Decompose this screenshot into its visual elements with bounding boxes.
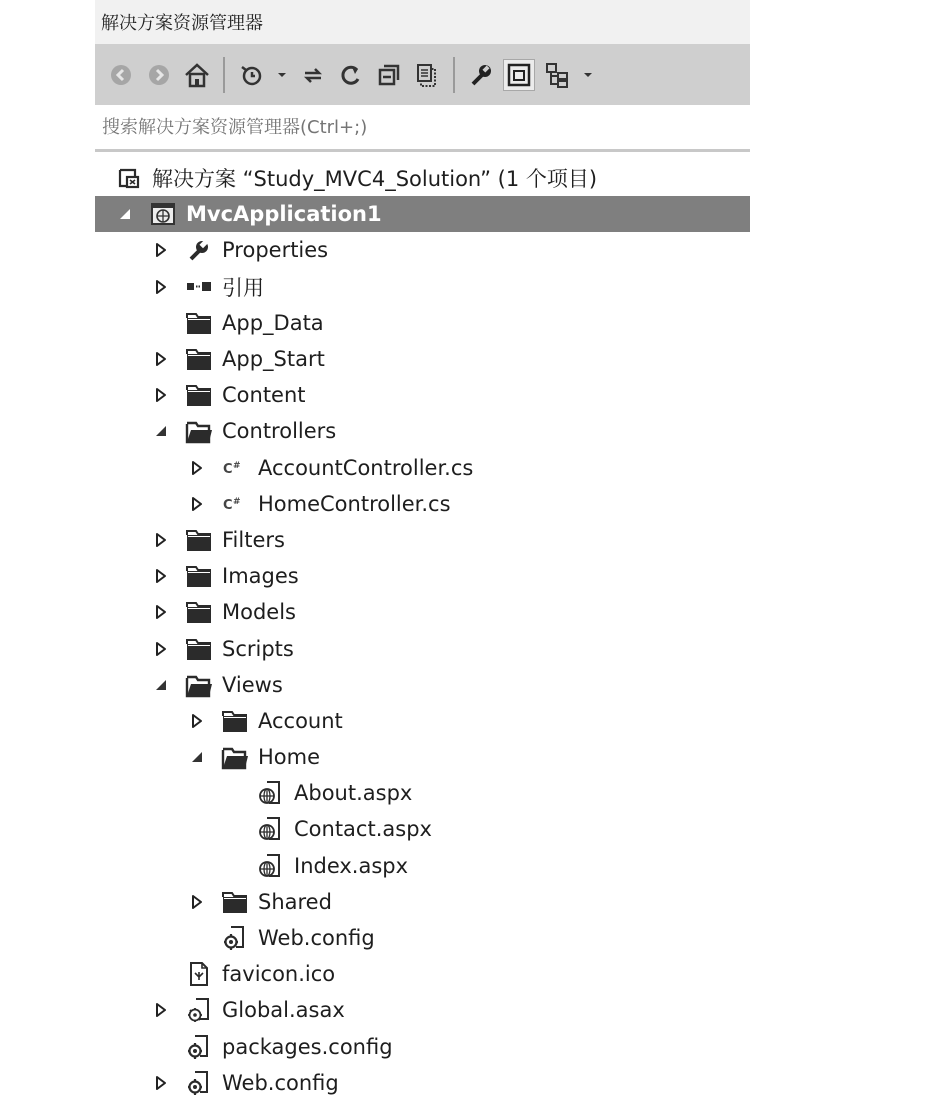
tree-item[interactable] [95, 305, 750, 341]
class-view-dropdown[interactable] [579, 59, 597, 91]
forward-icon [146, 62, 172, 88]
tree-item[interactable] [95, 1029, 750, 1065]
tree-item[interactable] [95, 269, 750, 305]
tree-item[interactable] [95, 450, 750, 486]
tree-item[interactable] [95, 522, 750, 558]
folder-icon [185, 341, 213, 377]
tree-item-label: Web.config [222, 1070, 339, 1095]
expand-arrow-icon [155, 242, 167, 258]
refresh-icon [337, 61, 365, 89]
panel-title [95, 0, 750, 44]
tree-item-label: Scripts [222, 636, 294, 661]
expand-arrow-icon [155, 532, 167, 548]
config-file-icon [185, 1065, 213, 1101]
tree-expander[interactable] [151, 667, 171, 703]
tree-item[interactable] [95, 486, 750, 522]
web-page-icon [257, 775, 285, 811]
collapse-all-button[interactable] [373, 59, 405, 91]
expand-arrow-icon [155, 641, 167, 657]
tree-expander[interactable] [151, 232, 171, 268]
sync-icon [299, 61, 327, 89]
tree-expander[interactable] [151, 269, 171, 305]
tree-item[interactable] [95, 920, 750, 956]
show-all-files-icon [413, 61, 441, 89]
folder-icon [185, 594, 213, 630]
config-file-icon [221, 920, 249, 956]
expand-arrow-icon [155, 1075, 167, 1091]
tree-expander [151, 305, 171, 341]
tree-item[interactable] [95, 667, 750, 703]
search-input[interactable] [100, 116, 704, 139]
expand-arrow-icon [191, 496, 203, 512]
tree-item[interactable] [95, 739, 750, 775]
dropdown-arrow-icon [277, 71, 287, 79]
tree-item-label: Properties [222, 238, 329, 263]
web-page-icon [257, 811, 285, 847]
tree-expander[interactable] [151, 558, 171, 594]
toolbar-separator [223, 57, 225, 93]
tree-item[interactable] [95, 848, 750, 884]
tree-expander[interactable] [115, 196, 135, 232]
solution-explorer-panel [95, 0, 750, 152]
global-asax-icon [185, 992, 213, 1028]
tree-item[interactable] [95, 1065, 750, 1101]
csharp-file-icon [221, 450, 249, 486]
folder-icon [221, 884, 249, 920]
svg-text:#: # [233, 460, 241, 471]
tree-item[interactable] [95, 160, 750, 196]
tree-expander [187, 920, 207, 956]
csharp-file-icon [221, 486, 249, 522]
history-button[interactable] [235, 59, 267, 91]
tree-item-label: 引用 [222, 275, 264, 300]
tree-item[interactable] [95, 630, 750, 666]
tree-expander [151, 956, 171, 992]
tree-item-label: Contact.aspx [294, 817, 432, 842]
tree-item[interactable] [95, 956, 750, 992]
tree-item[interactable] [95, 232, 750, 268]
show-all-files-button[interactable] [411, 59, 443, 91]
solution-tree [95, 160, 750, 1101]
folder-open-icon [185, 413, 213, 449]
tree-item-label: Account [258, 708, 343, 733]
folder-icon [221, 703, 249, 739]
tree-item-label: AccountController.cs [258, 455, 474, 480]
tree-item[interactable] [95, 594, 750, 630]
expand-arrow-icon [155, 387, 167, 403]
home-icon [183, 61, 211, 89]
panel-title-text: 解决方案资源管理器 [101, 13, 263, 34]
ico-file-icon [185, 956, 213, 992]
tree-item-label: packages.config [222, 1034, 393, 1059]
tree-expander[interactable] [187, 884, 207, 920]
folder-icon [185, 377, 213, 413]
folder-icon [185, 631, 213, 667]
tree-item-label: Shared [258, 889, 332, 914]
tree-item-label: Views [222, 672, 283, 697]
web-page-icon [257, 848, 285, 884]
collapse-arrow-icon [154, 424, 168, 438]
folder-icon [185, 305, 213, 341]
tree-item-label: 解决方案 “Study_MVC4_Solution” (1 个项目) [152, 167, 598, 192]
tree-expander[interactable] [151, 631, 171, 667]
tree-item-label: Global.asax [222, 998, 345, 1023]
expand-arrow-icon [191, 713, 203, 729]
tree-item-label: About.aspx [294, 781, 413, 806]
tree-expander [223, 775, 243, 811]
preview-icon [506, 62, 532, 88]
tree-expander[interactable] [151, 413, 171, 449]
expand-arrow-icon [155, 604, 167, 620]
expand-arrow-icon [191, 460, 203, 476]
web-project-icon [149, 196, 177, 232]
references-icon [185, 269, 213, 305]
search-box[interactable] [95, 105, 750, 152]
collapse-arrow-icon [154, 678, 168, 692]
tree-item[interactable] [95, 811, 750, 847]
collapse-arrow-icon [118, 207, 132, 221]
expand-arrow-icon [155, 279, 167, 295]
tree-item[interactable] [95, 341, 750, 377]
collapse-all-icon [375, 61, 403, 89]
tree-item[interactable] [95, 413, 750, 449]
tree-expander[interactable] [187, 703, 207, 739]
folder-icon [185, 522, 213, 558]
expand-arrow-icon [191, 894, 203, 910]
sync-button[interactable] [297, 59, 329, 91]
forward-button[interactable] [143, 59, 175, 91]
tree-expander[interactable] [151, 594, 171, 630]
tree-expander[interactable] [151, 992, 171, 1028]
class-view-icon [543, 61, 571, 89]
svg-text:#: # [233, 496, 241, 507]
history-dropdown[interactable] [273, 59, 291, 91]
tree-expander[interactable] [187, 450, 207, 486]
properties-icon [467, 61, 495, 89]
collapse-arrow-icon [190, 750, 204, 764]
tree-item-label: HomeController.cs [258, 491, 451, 516]
tree-expander[interactable] [151, 1065, 171, 1101]
tree-item-label: Controllers [222, 419, 337, 444]
tree-item[interactable] [95, 196, 750, 232]
expand-arrow-icon [155, 568, 167, 584]
wrench-icon [185, 232, 213, 268]
tree-item[interactable] [95, 775, 750, 811]
tree-expander[interactable] [151, 341, 171, 377]
tree-expander[interactable] [151, 522, 171, 558]
tree-item[interactable] [95, 703, 750, 739]
expand-arrow-icon [155, 1002, 167, 1018]
toolbar [95, 44, 750, 105]
refresh-button[interactable] [335, 59, 367, 91]
preview-selected-items-button[interactable] [503, 59, 535, 91]
svg-text:C: C [223, 497, 233, 513]
tree-item-label: Models [222, 600, 296, 625]
properties-button[interactable] [465, 59, 497, 91]
tree-expander[interactable] [187, 486, 207, 522]
back-button[interactable] [105, 59, 137, 91]
tree-item-label: App_Data [222, 310, 324, 335]
config-file-icon [185, 1029, 213, 1065]
tree-expander [223, 811, 243, 847]
svg-text:C: C [223, 461, 233, 477]
solution-icon [115, 160, 143, 196]
history-icon [237, 61, 265, 89]
tree-item-label: Content [222, 383, 306, 408]
back-icon [108, 62, 134, 88]
folder-open-icon [185, 667, 213, 703]
tree-item-label: Images [222, 564, 299, 589]
toolbar-separator [453, 57, 455, 93]
folder-icon [185, 558, 213, 594]
tree-expander [151, 1029, 171, 1065]
tree-expander[interactable] [187, 739, 207, 775]
tree-expander[interactable] [151, 377, 171, 413]
tree-item-label: Filters [222, 527, 285, 552]
class-view-button[interactable] [541, 59, 573, 91]
tree-item[interactable] [95, 558, 750, 594]
tree-item-label: Index.aspx [294, 853, 409, 878]
tree-item-label: Home [258, 745, 321, 770]
expand-arrow-icon [155, 351, 167, 367]
folder-open-icon [221, 739, 249, 775]
dropdown-arrow-icon [583, 71, 593, 79]
tree-expander [223, 848, 243, 884]
tree-item-label: App_Start [222, 347, 325, 372]
tree-item[interactable] [95, 884, 750, 920]
tree-item[interactable] [95, 377, 750, 413]
tree-item-label: MvcApplication1 [186, 202, 382, 227]
tree-item[interactable] [95, 992, 750, 1028]
home-button[interactable] [181, 59, 213, 91]
tree-item-label: favicon.ico [222, 962, 336, 987]
tree-item-label: Web.config [258, 926, 375, 951]
